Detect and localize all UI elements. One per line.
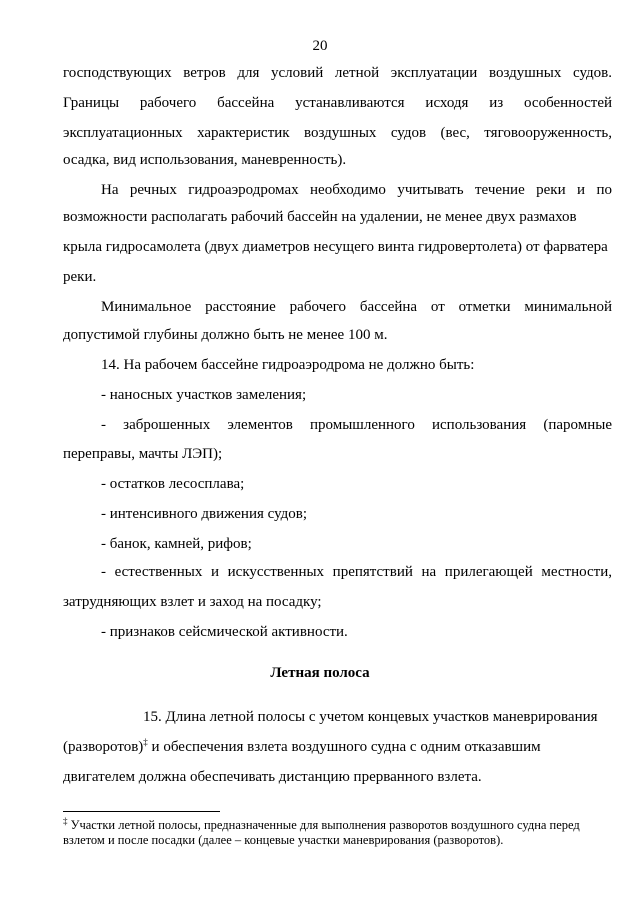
footnote-separator <box>63 811 220 812</box>
footnote-reference: ‡ <box>143 737 148 747</box>
text-line: - заброшенных элементов промышленного использования (паромные <box>101 417 612 433</box>
text-line: - интенсивного движения судов; <box>101 506 308 522</box>
text-line: возможности располагать рабочий бассейн на удалении, не менее двух размахов <box>63 209 577 225</box>
section-heading: Летная полоса <box>270 665 370 681</box>
text-line: переправы, мачты ЛЭП); <box>63 446 223 462</box>
text-line: Границы рабочего бассейна устанавливаются исходя из особенностей <box>63 95 612 111</box>
footnote-mark: ‡ <box>63 815 68 826</box>
page-number: 20 <box>312 38 328 54</box>
text-line: - остатков лесосплава; <box>101 476 245 492</box>
text-line: затрудняющих взлет и заход на посадку; <box>63 594 322 610</box>
text-line: Минимальное расстояние рабочего бассейна от отметки минимальной <box>101 299 612 315</box>
footnote-line: взлетом и после посадки (далее – концевые участки маневрирования (разворотов). <box>63 833 504 847</box>
footnote-line <box>63 815 612 832</box>
text-span: и обеспечения взлета воздушного судна с одним отказавшим <box>147 739 541 755</box>
text-line: - наносных участков замеления; <box>101 387 307 403</box>
text-line: - банок, камней, рифов; <box>101 536 252 552</box>
text-line <box>63 737 612 755</box>
text-line: - естественных и искусственных препятствий на прилегающей местности, <box>101 564 612 580</box>
text-line: 15. Длина летной полосы с учетом концевых участков маневрирования <box>143 709 598 725</box>
text-span: (разворотов) <box>63 739 144 755</box>
text-line: эксплуатационных характеристик воздушных судов (вес, тяговооруженность, <box>63 125 612 141</box>
text-span: Участки летной полосы, предназначенные для выполнения разворотов воздушного судна перед <box>67 818 580 832</box>
text-line: реки. <box>63 269 97 285</box>
text-line: - признаков сейсмической активности. <box>101 624 348 640</box>
text-line: 14. На рабочем бассейне гидроаэродрома не должно быть: <box>101 357 475 373</box>
text-line: двигателем должна обеспечивать дистанцию прерванного взлета. <box>63 769 482 785</box>
text-line: господствующих ветров для условий летной эксплуатации воздушных судов. <box>63 65 612 81</box>
text-line: На речных гидроаэродромах необходимо учитывать течение реки и по <box>101 182 612 198</box>
text-line: допустимой глубины должно быть не менее 100 м. <box>63 327 388 343</box>
text-line: осадка, вид использования, маневренность). <box>63 152 347 168</box>
text-line: крыла гидросамолета (двух диаметров несущего винта гидровертолета) от фарватера <box>63 239 608 255</box>
